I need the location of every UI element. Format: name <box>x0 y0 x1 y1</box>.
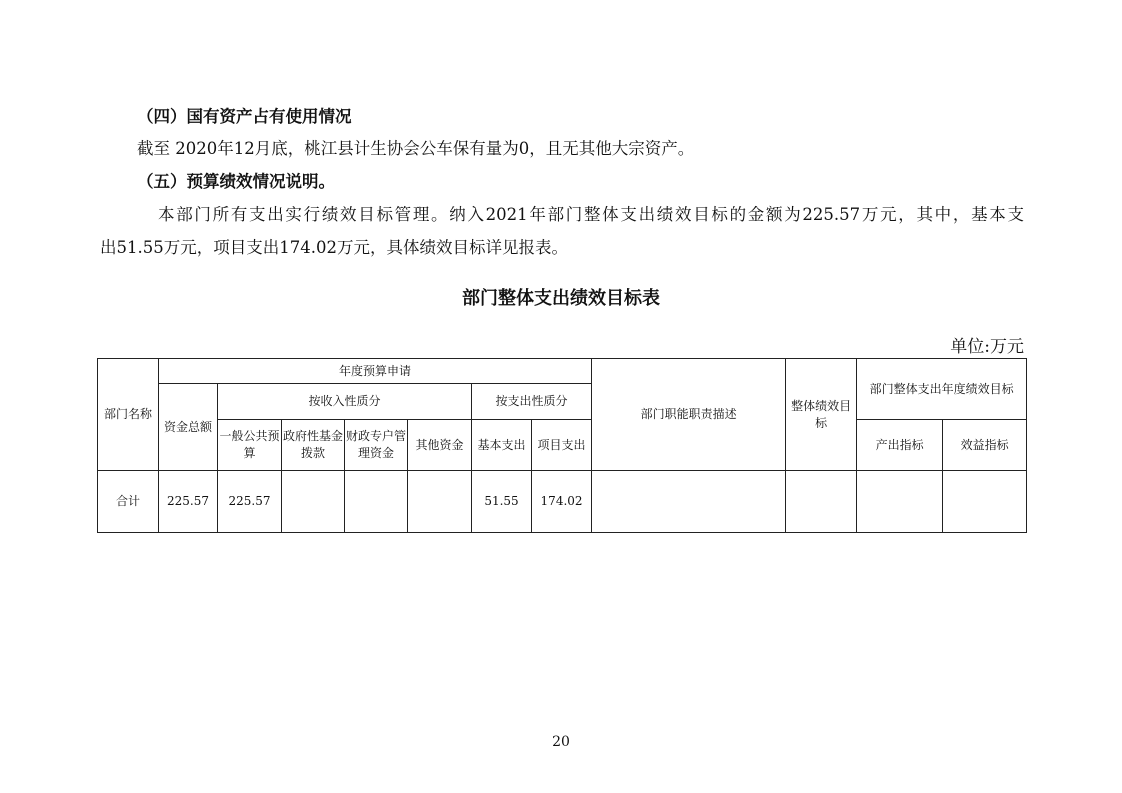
section-5-heading: （五）预算绩效情况说明。 <box>137 172 335 191</box>
header-general-budget: 一般公共预算 <box>218 420 282 471</box>
cell-duty-desc <box>592 471 786 533</box>
header-gov-fund: 政府性基金拨款 <box>282 420 345 471</box>
cell-output-indicator <box>857 471 943 533</box>
header-by-income: 按收入性质分 <box>218 384 472 420</box>
table-row <box>98 471 1027 533</box>
header-total-funds: 资金总额 <box>159 384 218 471</box>
header-basic-expense: 基本支出 <box>472 420 532 471</box>
header-other-funds: 其他资金 <box>408 420 472 471</box>
header-annual-target: 部门整体支出年度绩效目标 <box>857 359 1027 420</box>
section-4-paragraph: 截至 2020年12月底，桃江县计生协会公车保有量为0，且无其他大宗资产。 <box>137 139 695 158</box>
header-benefit-indicator: 效益指标 <box>943 420 1027 471</box>
header-by-expense: 按支出性质分 <box>472 384 592 420</box>
header-special-fund: 财政专户管理资金 <box>345 420 408 471</box>
cell-basic-expense: 51.55 <box>472 471 532 533</box>
cell-other-funds <box>408 471 472 533</box>
header-dept-name: 部门名称 <box>98 359 159 471</box>
total-label: 合计 <box>98 471 159 533</box>
section-5-paragraph-line-1: 本部门所有支出实行绩效目标管理。纳入2021年部门整体支出绩效目标的金额为225.57万元，其中，基本支 <box>158 205 1024 224</box>
table-unit: 单位:万元 <box>950 337 1024 357</box>
section-4-heading: （四）国有资产占有使用情况 <box>137 107 352 126</box>
header-duty-desc: 部门职能职责描述 <box>592 359 786 471</box>
cell-benefit-indicator <box>943 471 1027 533</box>
performance-target-table <box>97 358 1027 533</box>
cell-gov-fund <box>282 471 345 533</box>
header-output-indicator: 产出指标 <box>857 420 943 471</box>
header-overall-target: 整体绩效目标 <box>786 359 857 471</box>
header-annual-budget: 年度预算申请 <box>159 359 592 384</box>
table-title: 部门整体支出绩效目标表 <box>462 288 660 309</box>
cell-total-funds: 225.57 <box>159 471 218 533</box>
cell-special-fund <box>345 471 408 533</box>
header-project-expense: 项目支出 <box>532 420 592 471</box>
cell-overall-target <box>786 471 857 533</box>
page-number: 20 <box>552 734 570 750</box>
cell-project-expense: 174.02 <box>532 471 592 533</box>
cell-general-budget: 225.57 <box>218 471 282 533</box>
section-5-paragraph-line-2: 出51.55万元，项目支出174.02万元，具体绩效目标详见报表。 <box>100 238 568 257</box>
